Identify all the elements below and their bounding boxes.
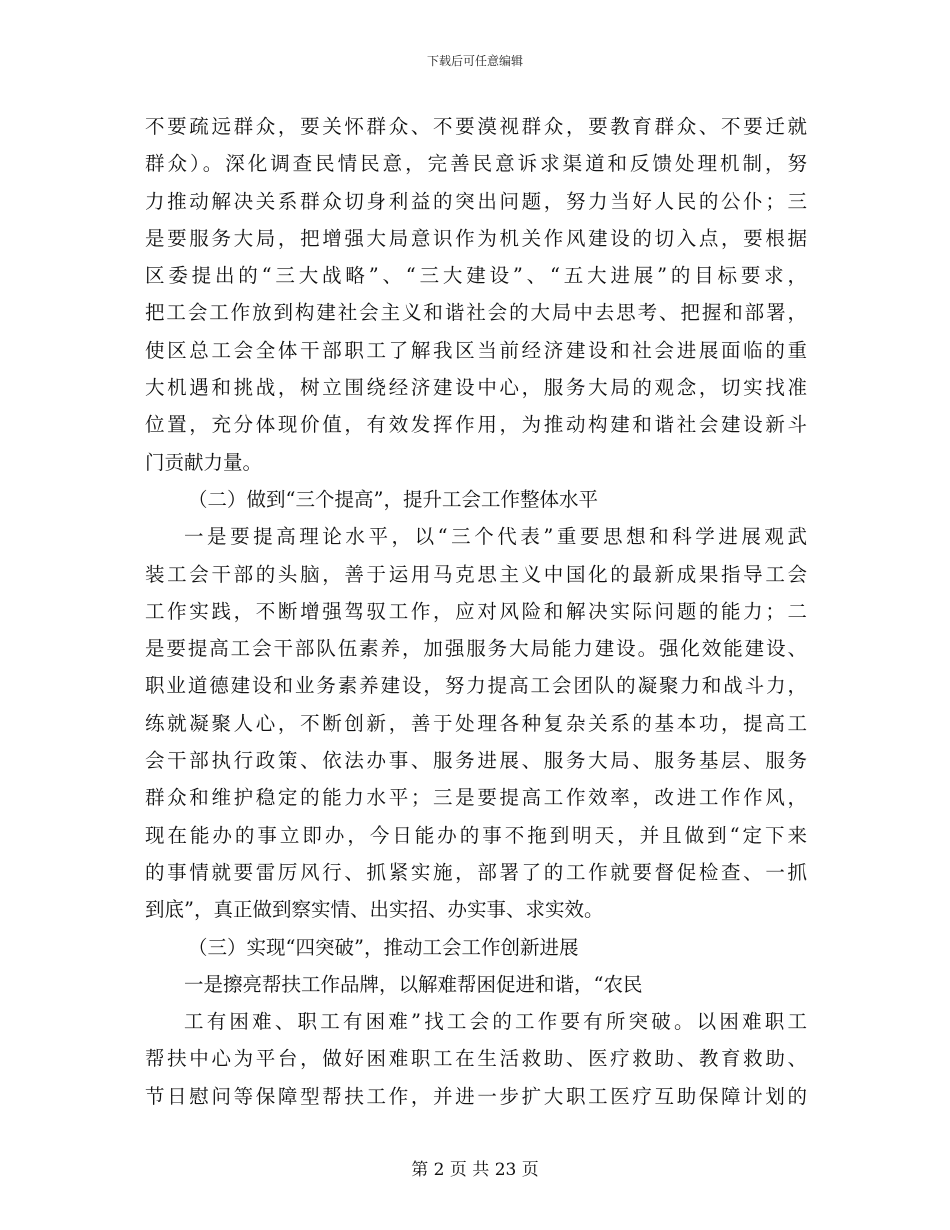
text-line: 一是要提高理论水平，以“三个代表”重要思想和科学进展观武 (184, 525, 807, 549)
text-line: 工有困难、职工有困难”找工会的工作要有所突破。以困难职工 (184, 1010, 807, 1034)
text-line: 现在能办的事立即办，今日能办的事不拖到明天，并且做到“定下来 (145, 823, 807, 847)
text-line: 不要疏远群众，要关怀群众、不要漠视群众，要教育群众、不要迁就 (145, 115, 807, 138)
body-text (145, 108, 807, 1115)
text-line: 门贡献力量。 (145, 450, 263, 474)
text-line: 装工会干部的头脑，善于运用马克思主义中国化的最新成果指导工会 (145, 562, 807, 586)
text-line: 职业道德建设和业务素养建设，努力提高工会团队的凝聚力和战斗力， (145, 674, 807, 698)
text-line: （三）实现“四突破”，推动工会工作创新进展 (188, 935, 579, 959)
text-line: 位置，充分体现价值，有效发挥作用，为推动构建和谐社会建设新斗 (145, 413, 807, 437)
text-line: 使区总工会全体干部职工了解我区当前经济建设和社会进展面临的重 (145, 338, 807, 362)
text-line: 到底”，真正做到察实情、出实招、办实事、求实效。 (145, 898, 604, 922)
text-line: （二）做到“三个提高”，提升工会工作整体水平 (188, 487, 598, 511)
text-line: 把工会工作放到构建社会主义和谐社会的大局中去思考、把握和部署， (145, 301, 807, 325)
text-line: 节日慰问等保障型帮扶工作，并进一步扩大职工医疗互助保障计划的 (145, 1084, 807, 1108)
text-line: 帮扶中心为平台，做好困难职工在生活救助、医疗救助、教育救助、 (145, 1047, 807, 1071)
text-line: 是要服务大局，把增强大局意识作为机关作风建设的切入点，要根据 (145, 226, 807, 250)
text-line: 群众和维护稳定的能力水平；三是要提高工作效率，改进工作作风， (145, 786, 807, 810)
text-line: 练就凝聚人心，不断创新，善于处理各种复杂关系的基本功，提高工 (145, 711, 807, 735)
text-line: 大机遇和挑战，树立围绕经济建设中心，服务大局的观念，切实找准 (145, 376, 807, 400)
text-line: 区委提出的“三大战略”、“三大建设”、“五大进展”的目标要求， (145, 264, 807, 288)
text-line: 力推动解决关系群众切身利益的突出问题，努力当好人民的公仆；三 (145, 189, 807, 213)
text-line: 一是擦亮帮扶工作品牌，以解难帮困促进和谐，“农民 (184, 972, 643, 996)
page-header: 下载后可任意编辑 (426, 54, 523, 68)
text-line: 工作实践，不断增强驾驭工作，应对风险和解决实际问题的能力；二 (145, 599, 807, 623)
text-line: 是要提高工会干部队伍素养，加强服务大局能力建设。强化效能建设、 (145, 637, 807, 661)
text-line: 的事情就要雷厉风行、抓紧实施，部署了的工作就要督促检查、一抓 (145, 860, 807, 884)
text-line: 会干部执行政策、依法办事、服务进展、服务大局、服务基层、服务 (145, 749, 807, 773)
page-footer: 第 2 页 共 23 页 (411, 1160, 539, 1180)
text-line: 群众）。深化调查民情民意，完善民意诉求渠道和反馈处理机制，努 (145, 152, 807, 176)
